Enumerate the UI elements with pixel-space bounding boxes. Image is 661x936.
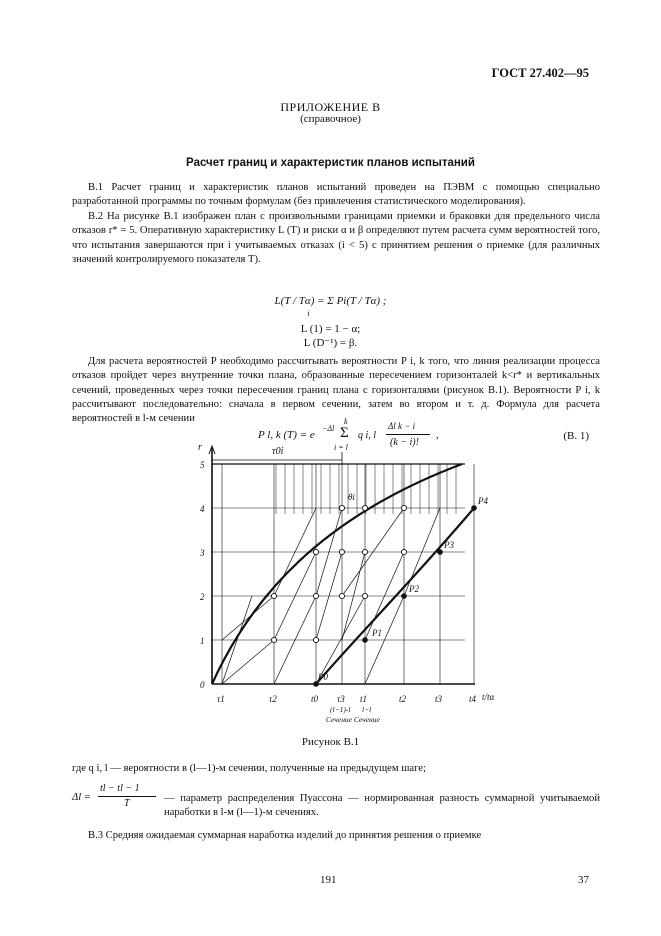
standard-number: ГОСТ 27.402—95: [491, 66, 589, 80]
equation-b1-sum-top: k: [344, 417, 348, 426]
inner-point: [271, 593, 276, 598]
theta-label: θi: [348, 492, 355, 502]
y-tick-label: 3: [200, 548, 205, 558]
inner-point: [401, 549, 406, 554]
x-tick-label: τ1: [217, 694, 225, 704]
x-tick-label: t1: [360, 694, 368, 704]
delta-denominator: T: [124, 798, 130, 809]
inner-point: [313, 549, 318, 554]
appendix-title: ПРИЛОЖЕНИЕ В: [280, 100, 381, 114]
equation-b1-sum-bottom: i = l: [334, 443, 348, 452]
tau-label: τ0i: [272, 446, 284, 457]
paragraph-b2-text: В.2 На рисунке В.1 изображен план с произвольными границами приемки и браковки для предельного числа отказов r* = 5. Оперативную характеристику L (T) и риски α и β определяют путем расчета сумм вероятностей того, что испытания завершаются при i учитываемых отказах (i < 5) с принятием решения о приемке (для различных значений контролируемого показателя T).: [72, 211, 600, 265]
equation-beta: L (D⁻¹) = β.: [303, 337, 358, 349]
delta-numerator: tl − tl − 1: [100, 783, 140, 794]
y-tick-label: 1: [200, 636, 205, 646]
inner-point: [339, 593, 344, 598]
x-tick-label: t0: [311, 694, 319, 704]
paragraph-b1: [72, 181, 600, 210]
inner-point: [313, 593, 318, 598]
y-tick-label: 5: [200, 460, 205, 470]
paragraph-where-q-text: где q i, l — вероятности в (l—1)-м сечении, полученные на предыдущем шаге;: [72, 763, 426, 774]
delta-lhs: Δl =: [72, 792, 91, 803]
equation-alpha: L (1) = 1 − α;: [300, 323, 361, 335]
paragraph-b3-next: [72, 829, 600, 843]
figure-caption: Рисунок В.1: [301, 736, 360, 748]
paragraph-b3-next-text: В.3 Средняя ожидаемая суммарная наработка изделий до принятия решения о приемке: [88, 830, 482, 841]
paragraph-where-q: [72, 762, 600, 776]
point-label: P2: [409, 584, 419, 594]
inner-point: [339, 505, 344, 510]
sum-sign-icon: Σ: [340, 425, 349, 441]
paragraph-b3-text: Для расчета вероятностей P необходимо рассчитывать вероятности P i, k того, что линия реализации процесса отказов пройдет через внутренние точки плана, образованные пересечением горизонталей k<r* и вертикальных сечений, проведенных через точки пересечения границ плана с горизонталями (рисунок В.1). Вероятности P i, k рассчитывают последовательно: сначала в первом сечении, затем во втором и т. д. Формула для расчета вероятностей в l-м сечении: [72, 356, 600, 425]
boundary-point: [437, 549, 443, 555]
boundary-point: [401, 593, 407, 599]
x-tick-label: t2: [399, 694, 407, 704]
realization-arrow: [222, 596, 274, 640]
figure-b1: [190, 438, 495, 728]
inner-point: [362, 505, 367, 510]
y-tick-label: 2: [200, 592, 205, 602]
fraction-bar: [386, 434, 430, 435]
equation-b1-number: (В. 1): [563, 430, 589, 442]
y-tick-label: 0: [200, 680, 205, 690]
inner-point: [362, 593, 367, 598]
point-label: P4: [478, 496, 488, 506]
y-axis-label: r: [198, 442, 202, 453]
inner-point: [362, 549, 367, 554]
point-label: P3: [444, 540, 454, 550]
section-title: Расчет границ и характеристик планов испытаний: [186, 157, 475, 169]
x-tick-label: t3: [435, 694, 443, 704]
page-number-center: 191: [320, 874, 337, 886]
appendix-subtitle: (справочное): [300, 113, 361, 125]
delta-definition: [72, 783, 602, 819]
equation-oc: L(T / Tα) = Σ Pi(T / Tα) ;: [274, 295, 387, 307]
paragraph-b1-text: В.1 Расчет границ и характеристик планов испытаний проведен на ПЭВМ с помощью специально разработанной программы по точным формулам (без привлечения статистического моделирования).: [72, 182, 600, 208]
section-label-c: Сечение Сечение: [326, 715, 380, 724]
equation-b1-exponent: −Δl: [322, 424, 335, 433]
figure-grid: [209, 446, 475, 684]
acceptance-boundary-line: [212, 464, 462, 684]
x-tick-label: τ2: [269, 694, 277, 704]
section-label-b: l−l: [362, 705, 372, 714]
equation-b1-comma: ,: [436, 429, 439, 441]
equation-b1-q: q i, l: [358, 430, 377, 441]
boundary-point: [362, 637, 368, 643]
delta-description: — параметр распределения Пуассона — нормированная разность суммарной учитываемой наработки в l-м (l—1)-м сечениях.: [164, 793, 600, 819]
delta-fraction-bar: [98, 796, 156, 797]
equation-oc-subscript: i: [307, 309, 310, 318]
boundary-point: [471, 505, 477, 511]
paragraph-b3: [72, 355, 600, 426]
section-label-a: (l−1)-l: [330, 705, 351, 714]
equation-b1-numerator: Δl k − i: [388, 421, 416, 431]
inner-point: [313, 637, 318, 642]
inner-point: [271, 637, 276, 642]
figure-labels: [198, 442, 495, 724]
x-tick-label: t4: [469, 694, 477, 704]
y-tick-label: 4: [200, 504, 205, 514]
x-tick-label: τ3: [337, 694, 345, 704]
inner-point: [339, 549, 344, 554]
figure-lines: [212, 464, 474, 684]
inner-point: [401, 505, 406, 510]
boundary-point: [313, 681, 319, 687]
paragraph-b2: [72, 210, 600, 267]
equation-b1-lhs: P l, k (T) = e: [258, 429, 315, 441]
page-number-right: 37: [578, 874, 589, 886]
point-label: P0: [318, 672, 328, 682]
equation-b1-denominator: (k − i)!: [390, 437, 419, 448]
point-label: P1: [372, 628, 382, 638]
x-axis-label: t/tα: [482, 692, 495, 702]
